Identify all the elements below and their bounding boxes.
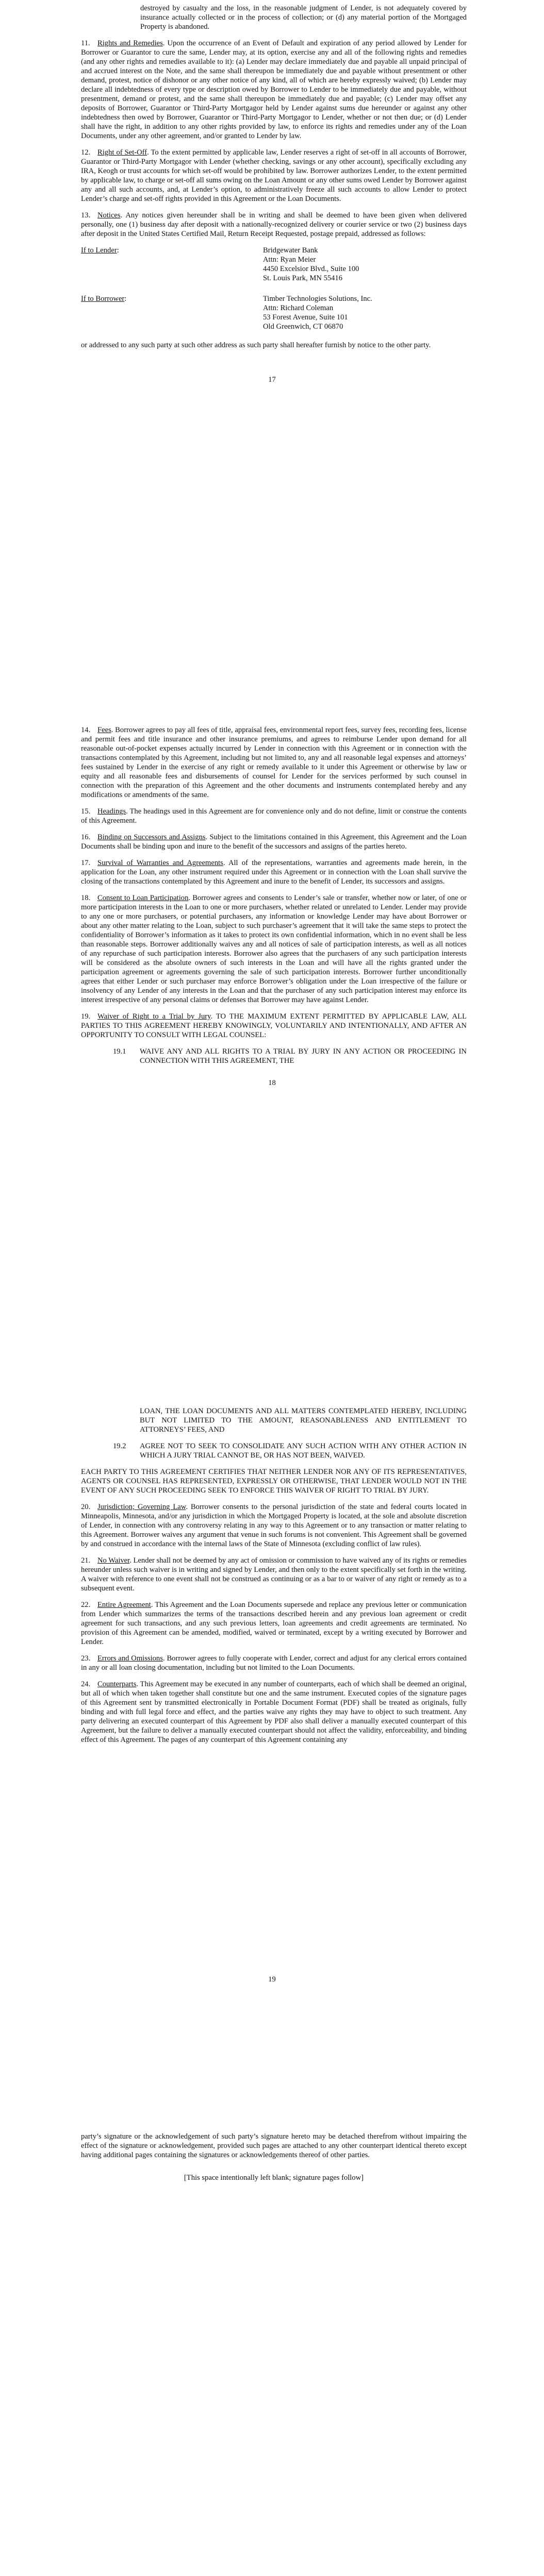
section-number: 16. xyxy=(81,833,91,841)
section-heading: Survival of Warranties and Agreements xyxy=(97,859,223,867)
address-line: 53 Forest Avenue, Suite 101 xyxy=(263,313,348,321)
section-number: 24. xyxy=(81,1680,91,1688)
section-body: . All of the representations, warranties and agreements made herein, in the application for the Loan, any other instrument required under this Agreement or in connection with the Loan shall survive the closing of the transactions contemplated by this Agreement and inure to the benefit of Lender, its successors and assigns. xyxy=(81,859,467,886)
section-19 xyxy=(81,1012,467,1040)
section-heading: Counterparts xyxy=(97,1680,137,1688)
section-body: . The headings used in this Agreement are for convenience only and do not define, limit or construe the contents of this Agreement. xyxy=(81,807,467,825)
section-15 xyxy=(81,807,467,825)
jury-certification: EACH PARTY TO THIS AGREEMENT CERTIFIES THAT NEITHER LENDER NOR ANY OF ITS REPRESENTATIVES, AGENTS OR COUNSEL HAS REPRESENTED, EXPRESSLY OR OTHERWISE, THAT LENDER WOULD NOT IN THE EVENT OF ANY SUCH PROCEEDING SEEK TO ENFORCE THIS WAIVER OF RIGHT TO TRIAL BY JURY. xyxy=(81,1468,467,1495)
notice-label-text: If to Borrower xyxy=(81,295,125,303)
section-number: 20. xyxy=(81,1503,91,1511)
subsection-continuation: LOAN, THE LOAN DOCUMENTS AND ALL MATTERS CONTEMPLATED HEREBY, INCLUDING BUT NOT LIMITED TO THE AMOUNT, REASONABLENESS AND ENTITLEMENT TO ATTORNEYS’ FEES, AND xyxy=(140,1407,467,1434)
section-heading: Headings xyxy=(97,807,126,816)
section-heading: Waiver of Right to a Trial by Jury xyxy=(97,1012,211,1021)
section-body: . This Agreement may be executed in any number of counterparts, each of which shall be deemed an original, but all of which when taken together shall constitute but one and the same instrument. Executed copies of the signature pages of this Agreement sent by transmitted electronically in Portable Document Format (PDF) shall be treated as originals, fully binding and with full legal force and effect, and the parties waive any rights they may have to object to such treatment. Any party delivering an executed counterpart of this Agreement by PDF also shall deliver a manually executed counterpart of this Agreement, but the failure to deliver a manually executed counterpart should not affect the validity, enforceability, and binding effect of this Agreement. The pages of any counterpart of this Agreement containing any xyxy=(81,1680,467,1744)
section-heading: Fees xyxy=(97,726,111,734)
subsection-number: 19.2 xyxy=(113,1442,126,1450)
section-body: . Lender shall not be deemed by any act of omission or commission to have waived any of its rights or remedies hereunder unless such waiver is in writing and signed by Lender, and then only to the extent specifically set forth in the writing. A waiver with reference to one event shall not be construed as continuing or as a bar to or waiver of any right or remedy as to a subsequent event. xyxy=(81,1556,467,1592)
address-line: Attn: Richard Coleman xyxy=(263,304,334,312)
section-heading: Entire Agreement xyxy=(97,1601,151,1609)
section-heading: No Waiver xyxy=(97,1556,130,1565)
section-number: 17. xyxy=(81,859,91,867)
section-20 xyxy=(81,1502,467,1549)
lead-paragraph: party’s signature or the acknowledgement of such party’s signature hereto may be detached therefrom without impairing the effect of the signature or acknowledgement, provided such pages are attached to any other counterpart identical thereto except having additional pages containing the signatures or acknowledgements thereof of other parties. xyxy=(81,2132,467,2159)
section-23 xyxy=(81,1654,467,1672)
lead-paragraph: destroyed by casualty and the loss, in the reasonable judgment of Lender, is not adequately covered by insurance actually collected or in the process of collection; or (d) any material portion of the Mortgaged Property is abandoned. xyxy=(140,4,467,31)
address-line: Old Greenwich, CT 06870 xyxy=(263,323,343,331)
section-number: 11. xyxy=(81,39,90,47)
closing-paragraph: or addressed to any such party at such other address as such party shall hereafter furnish by notice to the other party. xyxy=(81,341,431,349)
section-number: 19. xyxy=(81,1012,91,1021)
page-17 xyxy=(0,0,544,703)
section-number: 14. xyxy=(81,726,91,734)
section-24 xyxy=(81,1680,467,1744)
section-body: . Subject to the limitations contained in this Agreement, this Agreement and the Loan Documents shall be binding upon and inure to the benefit of the successors and assigns of the parties hereto. xyxy=(81,833,467,851)
address-line: Timber Technologies Solutions, Inc. xyxy=(263,295,372,303)
section-16 xyxy=(81,833,467,851)
section-14 xyxy=(81,725,467,800)
section-number: 21. xyxy=(81,1556,91,1565)
section-number: 13. xyxy=(81,211,91,219)
section-body: . Borrower agrees to pay all fees of title, appraisal fees, environmental report fees, survey fees, recording fees, license and permit fees and title insurance and other insurance premiums, and agrees to reimburse Lender upon demand for all reasonable out-of-pocket expenses actually incurred by Lender in connection with this Agreement or in connection with the transactions contemplated by this Agreement, including but not limited to, any and all reasonable legal expenses and attorneys’ fees sustained by Lender in the exercise of any right or remedy available to it under this Agreement or otherwise by law or equity and all reasonable fees and disbursements of counsel for Lender for the services performed by such counsel in connection with the preparation of this Agreement and the other documents and instruments contemplated hereby and any modifications or amendments of the same. xyxy=(81,726,467,799)
section-number: 15. xyxy=(81,807,91,816)
section-heading: Binding on Successors and Assigns xyxy=(97,833,206,841)
section-heading: Rights and Remedies xyxy=(97,39,163,47)
section-21 xyxy=(81,1556,467,1593)
address-line: Attn: Ryan Meier xyxy=(263,256,316,264)
section-heading: Consent to Loan Participation xyxy=(97,894,189,902)
notice-borrower xyxy=(81,294,467,331)
section-heading: Right of Set-Off xyxy=(97,148,147,157)
subsection-19-2 xyxy=(113,1442,467,1460)
section-heading: Notices xyxy=(97,211,121,219)
address-line: Bridgewater Bank xyxy=(263,246,318,255)
section-number: 18. xyxy=(81,894,91,902)
subsection-text: AGREE NOT TO SEEK TO CONSOLIDATE ANY SUCH ACTION WITH ANY OTHER ACTION IN WHICH A JURY TRIAL CANNOT BE, OR HAS NOT BEEN, WAIVED. xyxy=(140,1442,467,1460)
section-body: . Upon the occurrence of an Event of Default and expiration of any period allowed by Lender for Borrower or Guarantor to cure the same, Lender may, at its option, exercise any and all of the following rights and remedies (and any other rights and remedies available to it): (a) Lender may declare immediately due and payable all unpaid principal of and accrued interest on the Note, and the same shall thereupon be immediately due and payable without presentment or other demand, protest, notice of dishonor or any other notice of any kind, all of which are hereby expressly waived; (b) Lender may declare all indebtedness of every type or description owed by Borrower to Lender to be immediately due and payable, without presentment, demand or protest, and the same shall thereupon be immediately due and payable; (c) Lender may offset any deposits of Borrower, Guarantor or Third-Party Mortgagor held by Lender against sums due hereunder or against any other indebtedness then owed by Borrower, Guarantor or Third-Party Mortgagor to Lender, whether or not then due; or (d) Lender shall have the right, in addition to any other rights provided by law, to enforce its rights and remedies under any of the Loan Documents, under any other agreement, and/or granted to Lender by law. xyxy=(81,39,467,140)
blank-space-notice: [This space intentionally left blank; signature pages follow] xyxy=(184,2174,364,2182)
address-line: St. Louis Park, MN 55416 xyxy=(263,274,343,282)
section-heading: Errors and Omissions xyxy=(97,1654,163,1663)
page-number: 17 xyxy=(268,376,276,384)
section-body: . TO THE MAXIMUM EXTENT PERMITTED BY APPLICABLE LAW, ALL PARTIES TO THIS AGREEMENT HEREBY KNOWINGLY, VOLUNTARILY AND INTENTIONALLY, AND AFTER AN OPPORTUNITY TO CONSULT WITH LEGAL COUNSEL: xyxy=(81,1012,467,1039)
section-body: . Borrower agrees to fully cooperate with Lender, correct and adjust for any clerical errors contained in any or all loan closing documentation, including but not limited to the Loan Documents. xyxy=(81,1654,467,1672)
subsection-19-1 xyxy=(113,1047,467,1065)
page-number: 19 xyxy=(268,1975,276,1984)
page-18 xyxy=(0,703,544,1406)
notice-address xyxy=(263,294,372,331)
section-17 xyxy=(81,858,467,886)
subsection-text: WAIVE ANY AND ALL RIGHTS TO A TRIAL BY JURY IN ANY ACTION OR PROCEEDING IN CONNECTION WITH THIS AGREEMENT, THE xyxy=(140,1047,467,1065)
section-22 xyxy=(81,1600,467,1647)
notice-label-text: If to Lender xyxy=(81,246,117,255)
section-number: 12. xyxy=(81,148,91,157)
section-body: . Borrower agrees and consents to Lender’s sale or transfer, whether now or later, of one or more participation interests in the Loan to one or more purchasers, whether related or unrelated to Lender. Lender may provide to any one or more purchasers, or potential purchasers, any information or knowledge Lender may have about Borrower or about any other matter relating to the Loan, subject to such purchaser’s agreement that it will take the same steps to protect the confidentiality of Borrower’s information as it takes to protect its own confidential information, which in no event shall be less than reasonable steps. Borrower additionally waives any and all notices of sale of participation interests, as well as all notices of any repurchase of such participation interests. Borrower also agrees that the purchasers of any such participation interests will be considered as the absolute owners of such interests in the Loan and will have all the rights granted under the participation agreement or agreements governing the sale of such participation interests. Borrower further unconditionally agrees that either Lender or such purchaser may enforce Borrower’s obligation under the Loan irrespective of the failure or insolvency of any Lender of any interests in the Loan and that the purchaser of any such participation interest may enforce its interest irrespective of any personal claims or defenses that Borrower may have against Lender. xyxy=(81,894,467,1004)
section-18 xyxy=(81,893,467,1005)
page-19 xyxy=(0,1406,544,2110)
page-number: 18 xyxy=(268,1079,276,1087)
page-20 xyxy=(0,2110,544,2576)
section-body: . To the extent permitted by applicable law, Lender reserves a right of set-off in all accounts of Borrower, Guarantor or Third-Party Mortgagor with Lender (whether checking, savings or any other account), specifically excluding any IRA, Keogh or trust accounts for which set-off would be prohibited by law. Borrower authorizes Lender, to the extent permitted by applicable law, to charge or set-off all sums owing on the Loan Amount or any other sums owed Lender by Borrower against any and all such accounts, and, at Lender’s option, to administratively freeze all such accounts to allow Lender to protect Lender’s charge and set-off rights provided in this Agreement or the Loan Documents. xyxy=(81,148,467,203)
section-11 xyxy=(81,39,467,141)
section-number: 23. xyxy=(81,1654,91,1663)
notice-label: If to Lender: xyxy=(81,246,119,255)
notice-lender xyxy=(81,246,467,283)
section-number: 22. xyxy=(81,1601,91,1609)
section-12 xyxy=(81,148,467,204)
section-13 xyxy=(81,211,467,239)
notice-address xyxy=(263,246,359,283)
notice-label: If to Borrower: xyxy=(81,295,127,303)
section-body: . This Agreement and the Loan Documents supersede and replace any previous letter or communication from Lender which summarizes the terms of the transactions described herein and any previous loan agreement or credit agreement for such transactions, and any such previous letters, loan agreements and credit agreements are terminated. No provision of this Agreement can be amended, modified, waived or terminated, except by a writing executed by Borrower and Lender. xyxy=(81,1601,467,1646)
section-heading: Jurisdiction; Governing Law xyxy=(97,1503,186,1511)
subsection-number: 19.1 xyxy=(113,1047,126,1056)
section-body: . Any notices given hereunder shall be in writing and shall be deemed to have been given when delivered personally, one (1) business day after deposit with a nationally-recognized delivery or courier service or two (2) business days after deposit in the United States Certified Mail, Return Receipt Requested, postage prepaid, addressed as follows: xyxy=(81,211,467,238)
address-line: 4450 Excelsior Blvd., Suite 100 xyxy=(263,265,359,273)
section-body: . Borrower consents to the personal jurisdiction of the state and federal courts located in Minneapolis, Minnesota, and/or any jurisdiction in which the Mortgaged Property is located, at the sole and absolute discretion of Lender, in connection with any controversy relating in any way to this Agreement or to any transaction or matter relating to this Agreement. Borrower waives any argument that venue in such forums is not convenient. This Agreement shall be governed by and construed in accordance with the internal laws of the State of Minnesota (excluding conflict of law rules). xyxy=(81,1503,467,1548)
